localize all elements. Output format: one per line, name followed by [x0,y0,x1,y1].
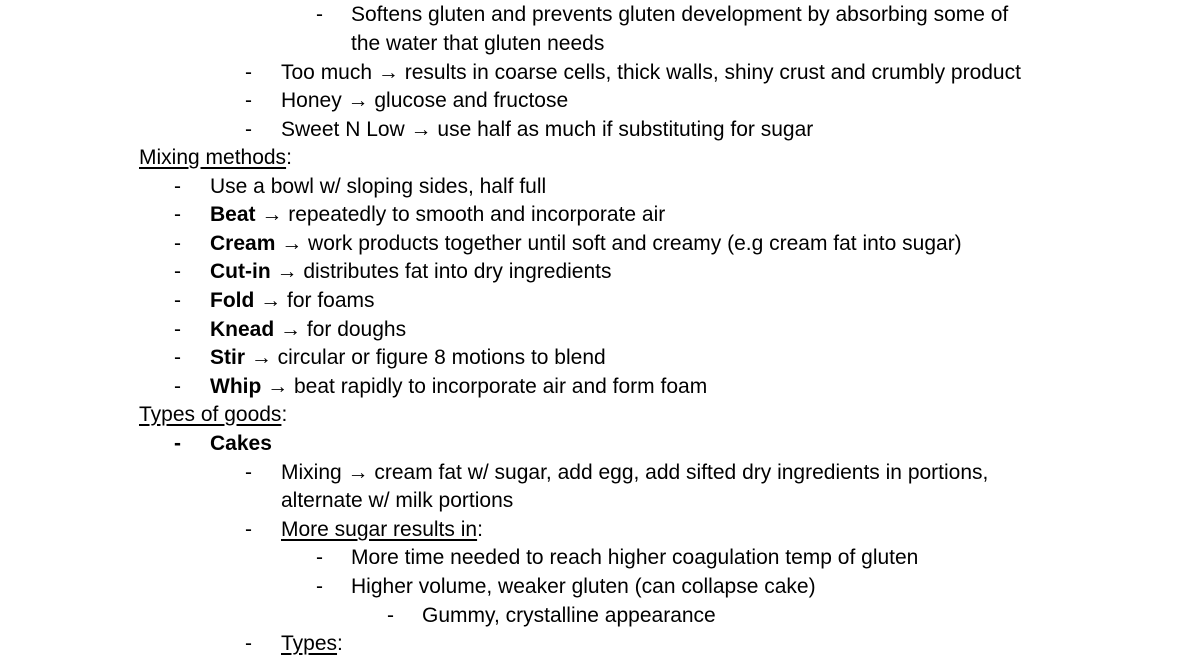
bullet-dash: - [316,575,323,598]
more-sugar-heading [281,516,483,545]
bullet-dash: - [174,175,181,198]
mixing-term: Whip [210,375,262,398]
mixing-text: → distributes fat into dry ingredients [270,260,612,283]
sugar-honey: Honey → glucose and fructose [281,89,569,112]
heading-colon: : [281,403,288,426]
mixing-item [210,201,665,230]
cakes-mixing-line1: Mixing → cream fat w/ sugar, add egg, add sifted dry ingredients in portions, [281,461,989,484]
more-sugar-item: More time needed to reach higher coagulation temp of gluten [351,546,919,569]
gummy-appearance: Gummy, crystalline appearance [422,604,716,627]
bullet-dash: - [245,461,252,484]
bullet-dash: - [387,604,394,627]
mixing-text: → beat rapidly to incorporate air and form foam [261,375,708,398]
bullet-dash: - [245,518,252,541]
bullet-dash: - [245,632,252,655]
mixing-methods-heading-text: Mixing methods [139,146,287,169]
mixing-text: → for foams [254,289,375,312]
cakes-label: Cakes [210,432,272,455]
mixing-term: Cut-in [210,260,271,283]
types-heading [281,630,343,659]
bullet-dash: - [245,61,252,84]
heading-colon: : [337,632,343,655]
bullet-dash: - [174,432,181,455]
mixing-term: Stir [210,346,246,369]
sugar-too-much: Too much → results in coarse cells, thick walls, shiny crust and crumbly product [281,61,1021,84]
bullet-dash: - [245,118,252,141]
mixing-item [210,258,612,287]
bullet-dash: - [174,232,181,255]
mixing-methods-heading [139,144,292,173]
sugar-softens-line2: the water that gluten needs [351,32,605,55]
mixing-item [210,344,606,373]
bullet-dash: - [174,318,181,341]
bullet-dash: - [174,203,181,226]
types-heading-text: Types [281,632,338,655]
mixing-text: → work products together until soft and creamy (e.g cream fat into sugar) [275,232,962,255]
mixing-term: Fold [210,289,255,312]
mixing-item [210,316,406,345]
bullet-dash: - [174,346,181,369]
mixing-item [210,173,546,202]
bullet-dash: - [174,375,181,398]
mixing-item [210,230,962,259]
bullet-dash: - [316,3,323,26]
mixing-text: → for doughs [274,318,407,341]
mixing-term: Beat [210,203,256,226]
mixing-text: → repeatedly to smooth and incorporate air [255,203,666,226]
types-of-goods-heading-text: Types of goods [139,403,282,426]
mixing-item [210,373,707,402]
heading-colon: : [286,146,292,169]
mixing-text: Use a bowl w/ sloping sides, half full [210,175,547,198]
more-sugar-item: Higher volume, weaker gluten (can collapse cake) [351,575,816,598]
mixing-term: Knead [210,318,275,341]
more-sugar-heading-text: More sugar results in [281,518,478,541]
mixing-item [210,287,375,316]
bullet-dash: - [316,546,323,569]
cakes-mixing-line2: alternate w/ milk portions [281,489,514,512]
heading-colon: : [477,518,483,541]
mixing-term: Cream [210,232,276,255]
sugar-sweet-n-low: Sweet N Low → use half as much if substituting for sugar [281,118,814,141]
sugar-softens-line1: Softens gluten and prevents gluten development by absorbing some of [351,3,1009,26]
bullet-dash: - [174,260,181,283]
mixing-text: → circular or figure 8 motions to blend [245,346,606,369]
bullet-dash: - [174,289,181,312]
types-of-goods-heading [139,401,287,430]
bullet-dash: - [245,89,252,112]
